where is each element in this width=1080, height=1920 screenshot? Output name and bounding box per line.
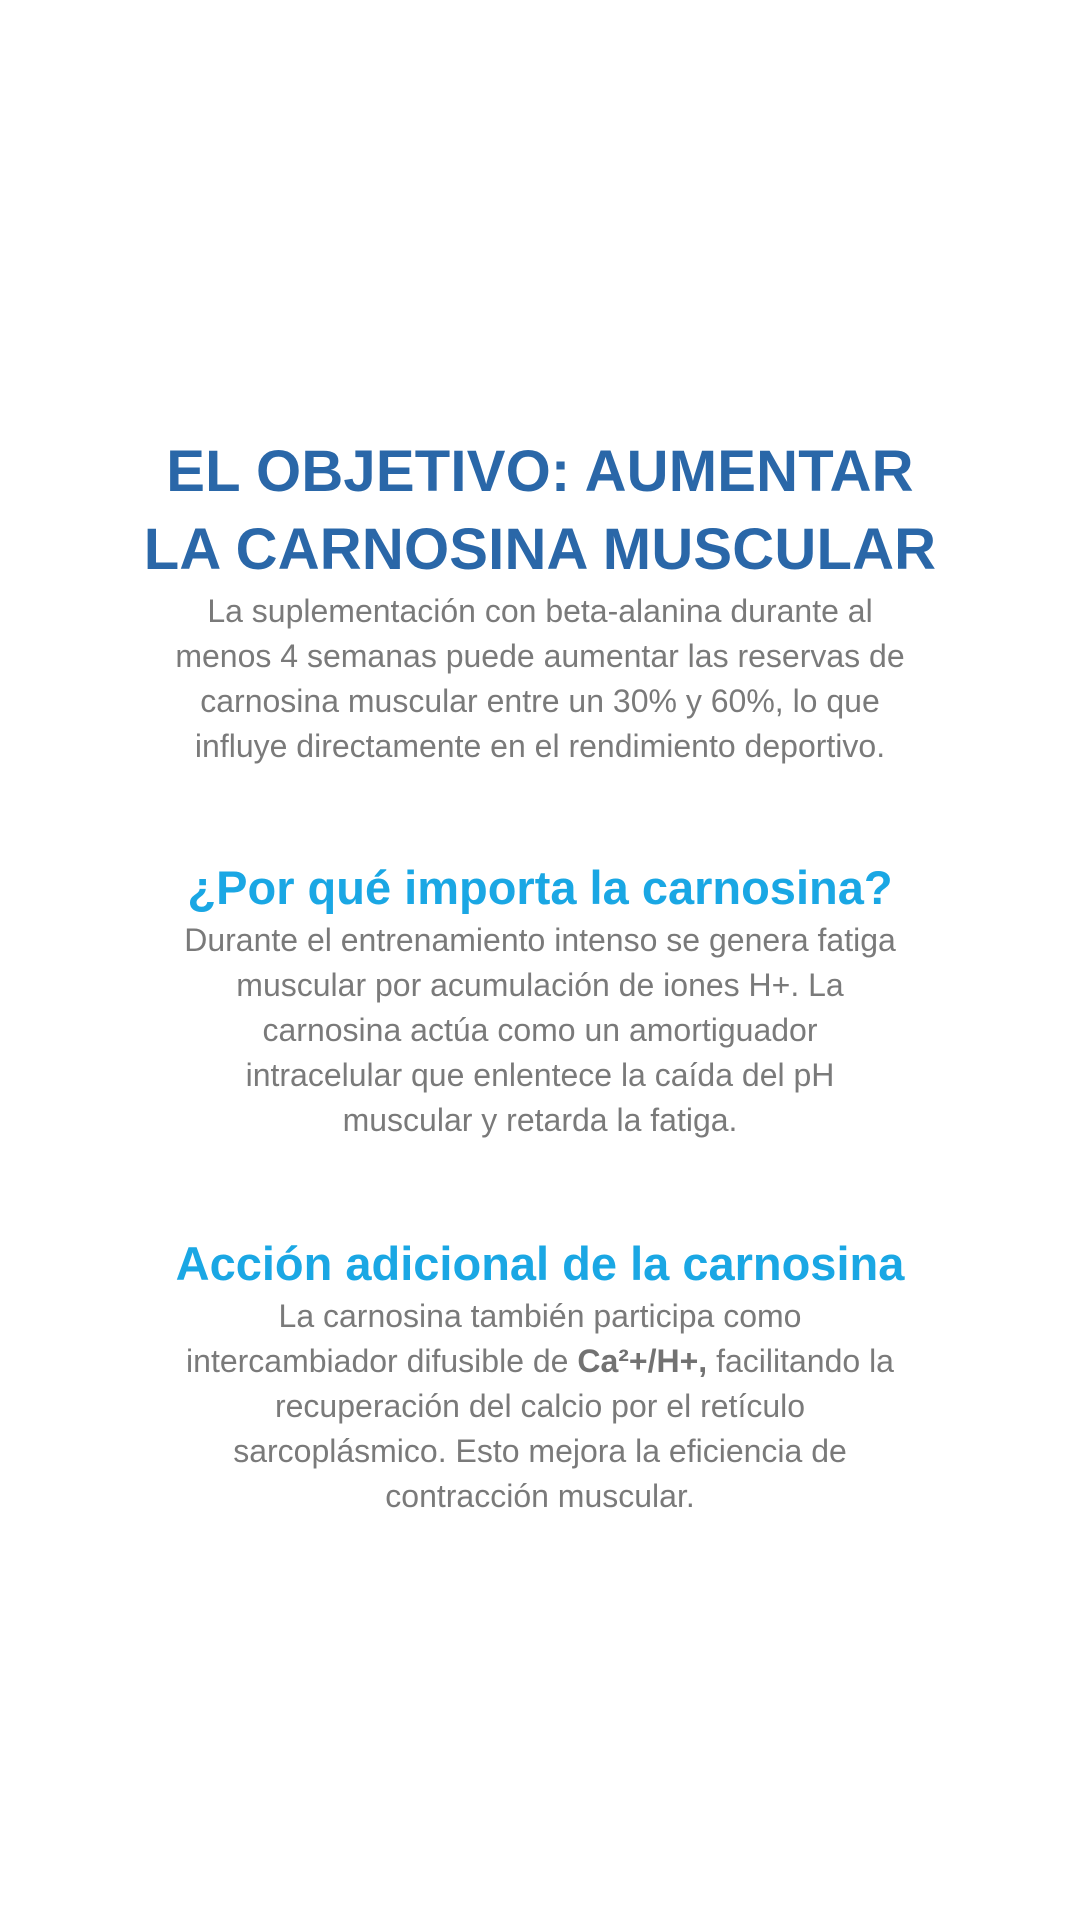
por-que-line-2: muscular por acumulación de iones H+. La (236, 967, 844, 1003)
section-objetivo (120, 433, 960, 769)
objetivo-line-2: menos 4 semanas puede aumentar las reservas de (175, 638, 905, 674)
main-title-line-2: LA CARNOSINA MUSCULAR (143, 517, 937, 582)
accion-line-1: La carnosina también participa como (278, 1298, 802, 1334)
objetivo-line-4: influye directamente en el rendimiento deportivo. (194, 728, 886, 764)
por-que-line-5: muscular y retarda la fatiga. (342, 1102, 738, 1138)
por-que-line-1: Durante el entrenamiento intenso se genera fatiga (184, 922, 896, 958)
accion-paragraph (120, 1294, 960, 1519)
accion-line-4: sarcoplásmico. Esto mejora la eficiencia de (233, 1433, 847, 1469)
accion-line-5: contracción muscular. (385, 1478, 695, 1514)
section-title-por-que: ¿Por qué importa la carnosina? (187, 861, 893, 914)
calcium-hydrogen-term: Ca²+/H+, (577, 1343, 708, 1379)
por-que-paragraph (120, 918, 960, 1143)
accion-line-2-start: intercambiador difusible de (186, 1343, 578, 1379)
accion-line-2-end: facilitando la (707, 1343, 894, 1379)
section-por-que (120, 858, 960, 1143)
main-title-line-1: EL OBJETIVO: AUMENTAR (166, 439, 914, 504)
por-que-line-4: intracelular que enlentece la caída del pH (245, 1057, 835, 1093)
section-title-accion: Acción adicional de la carnosina (175, 1237, 905, 1290)
objetivo-line-3: carnosina muscular entre un 30% y 60%, lo que (200, 683, 880, 719)
section-accion-adicional (120, 1234, 960, 1519)
objetivo-paragraph (120, 589, 960, 769)
por-que-line-3: carnosina actúa como un amortiguador (262, 1012, 818, 1048)
main-title (120, 433, 960, 589)
accion-line-3: recuperación del calcio por el retículo (274, 1388, 806, 1424)
objetivo-line-1: La suplementación con beta-alanina durante al (207, 593, 873, 629)
